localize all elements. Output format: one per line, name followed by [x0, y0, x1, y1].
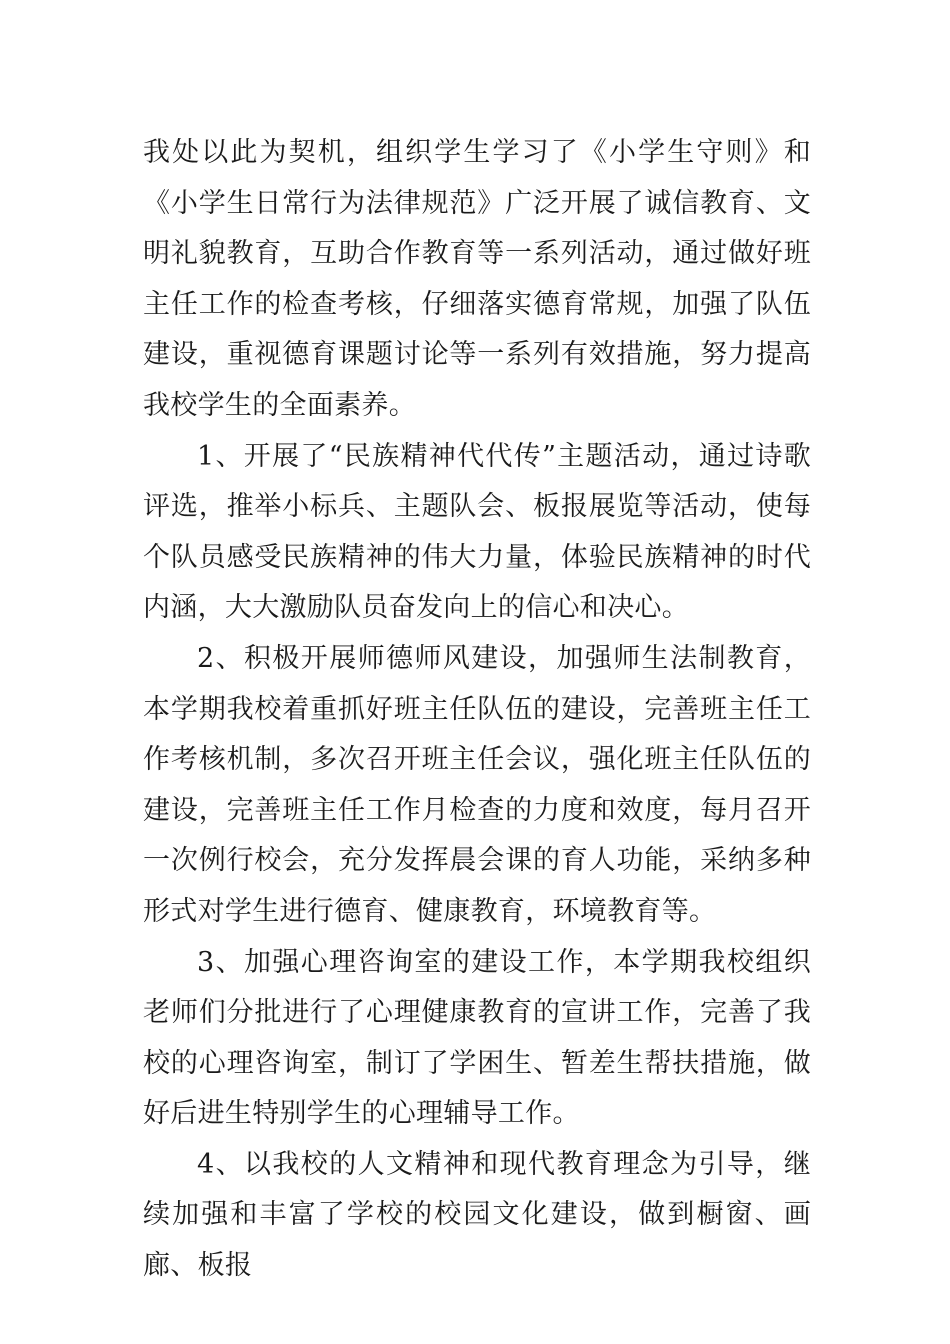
paragraph-intro: 我处以此为契机，组织学生学习了《小学生守则》和《小学生日常行为法律规范》广泛开展了诚信教育、文明礼貌教育，互助合作教育等一系列活动，通过做好班主任工作的检查考核，仔细落实德育常规，加强了队伍建设，重视德育课题讨论等一系列有效措施，努力提高我校学生的全面素养。 — [143, 137, 811, 421]
paragraph-item-1: 1、开展了“民族精神代代传”主题活动，通过诗歌评选，推举小标兵、主题队会、板报展览等活动，使每个队员感受民族精神的伟大力量，体验民族精神的时代内涵，大大激励队员奋发向上的信心和决心。 — [143, 440, 811, 624]
paragraph-item-3: 3、加强心理咨询室的建设工作，本学期我校组织老师们分批进行了心理健康教育的宣讲工作，完善了我校的心理咨询室，制订了学困生、暂差生帮扶措施，做好后进生特别学生的心理辅导工作。 — [143, 946, 811, 1130]
paragraph-item-2: 2、积极开展师德师风建设，加强师生法制教育，本学期我校着重抓好班主任队伍的建设，完善班主任工作考核机制，多次召开班主任会议，强化班主任队伍的建设，完善班主任工作月检查的力度和效度，每月召开一次例行校会，充分发挥晨会课的育人功能，采纳多种形式对学生进行德育、健康教育，环境教育等。 — [143, 642, 811, 927]
document-body — [143, 128, 811, 1292]
paragraph-item-4: 4、以我校的人文精神和现代教育理念为引导，继续加强和丰富了学校的校园文化建设，做到橱窗、画廊、板报 — [143, 1148, 811, 1282]
